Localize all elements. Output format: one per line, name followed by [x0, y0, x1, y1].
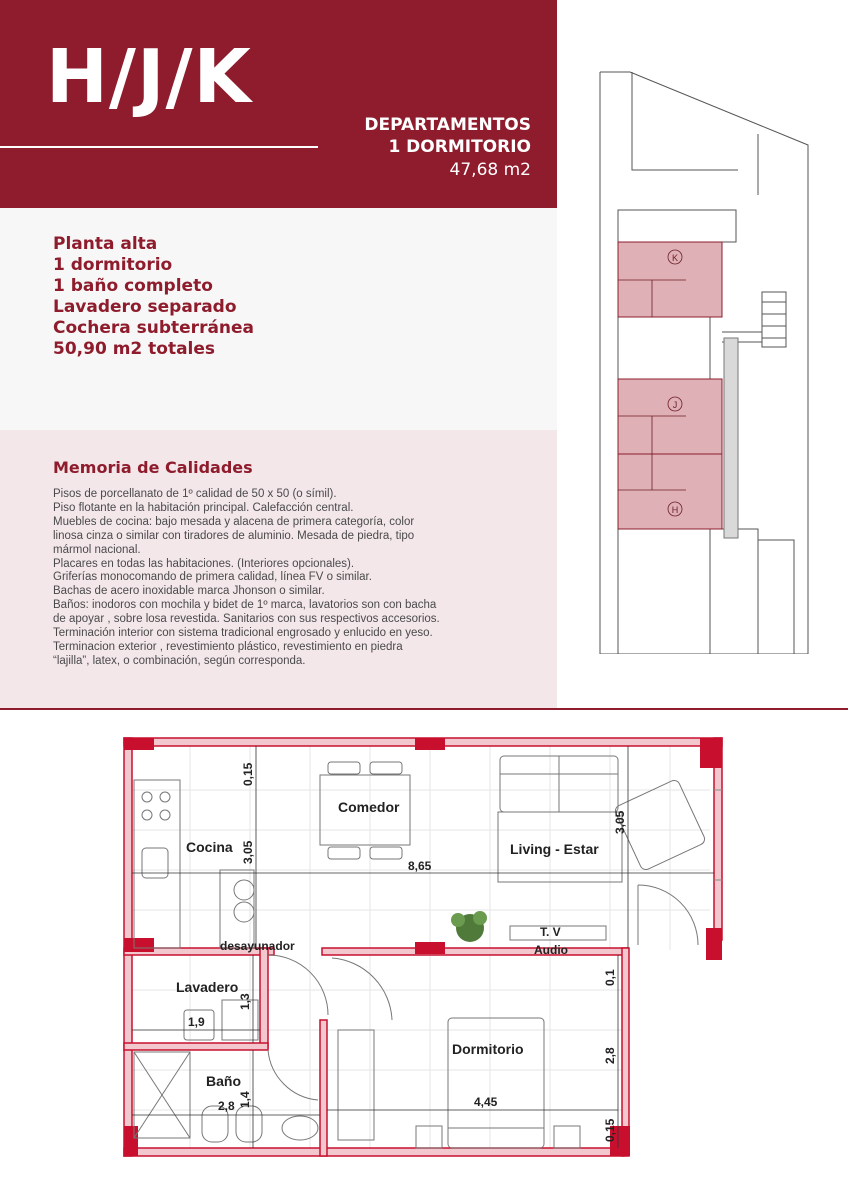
columns [124, 738, 722, 1156]
bidet [236, 1106, 262, 1142]
quality-line: Muebles de cocina: bajo mesada y alacena de primera categoría, color [53, 515, 415, 528]
quality-line: mármol nacional. [53, 543, 141, 556]
room-label-desayunador: desayunador [220, 939, 295, 953]
unit-code: H/J/K [46, 34, 252, 120]
kitchen-sink [142, 848, 168, 878]
site-boundary [600, 72, 808, 654]
wall-laundry-right [260, 948, 268, 1048]
quality-line: Bachas de acero inoxidable marca Jhonson o similar. [53, 585, 325, 598]
kitchen-counter [134, 780, 180, 948]
room-label-audio: Audio [534, 943, 568, 957]
nightstand [416, 1126, 442, 1148]
unit-area: 47,68 m2 [449, 160, 531, 180]
quality-line: de apoyar , sobre losa revestida. Sanitarios con sus respectivos accesorios. [53, 613, 440, 626]
feature-item: Cochera subterránea [53, 318, 255, 338]
site-room [710, 529, 758, 654]
wall-bath-top [124, 1043, 268, 1050]
feature-item: 50,90 m2 totales [53, 339, 216, 359]
unit-type-line-2: 1 DORMITORIO [388, 137, 531, 157]
dining-chair [328, 762, 360, 774]
bar-stool [234, 880, 254, 900]
site-plan-drawing [598, 70, 810, 654]
room-label-living: Living - Estar [510, 841, 599, 857]
unit-j-highlight [618, 379, 722, 454]
room-label-cocina: Cocina [186, 839, 233, 855]
stove-burner [142, 792, 152, 802]
feature-item: 1 dormitorio [53, 255, 173, 275]
room-label-comedor: Comedor [338, 799, 400, 815]
site-line [632, 72, 738, 170]
wall-bedroom-right [622, 948, 629, 1156]
stove-burner [160, 792, 170, 802]
site-plan [598, 70, 810, 654]
quality-line: Pisos de porcellanato de 1º calidad de 50 x 50 (o símil). [53, 488, 337, 500]
quality-panel [0, 430, 557, 708]
quality-line: “lajilla”, latex, o combinación, según corresponda. [53, 654, 306, 667]
dimension-label: 3,05 [613, 810, 627, 834]
dimension-label: 0,15 [241, 762, 255, 786]
dimension-label: 0,1 [603, 969, 617, 986]
plant-icon [451, 911, 487, 942]
room-label-bano: Baño [206, 1073, 241, 1089]
wardrobe [338, 1030, 374, 1140]
quality-line: Griferías monocomando de primera calidad, línea FV o similar. [53, 571, 372, 584]
quality-line: Piso flotante en la habitación principal. Calefacción central. [53, 501, 354, 514]
site-room [618, 317, 710, 379]
stove-burner [142, 810, 152, 820]
armchair [613, 778, 706, 871]
unit-k-label: K [671, 253, 679, 263]
dimension-label: 8,65 [408, 859, 432, 873]
site-room [758, 540, 794, 654]
header-block [0, 0, 557, 208]
unit-k-highlight [618, 242, 722, 317]
wall-bedroom-top [322, 948, 628, 955]
dimension-label: 1,4 [238, 1091, 252, 1108]
features-list [53, 234, 254, 360]
feature-item: 1 baño completo [53, 276, 213, 296]
quality-line: linosa cinza o similar con tiradores de aluminio. Mesada de piedra, tipo [53, 529, 415, 542]
quality-line: Baños: inodoros con mochila y bidet de 1º marca, lavatorios son con bacha [53, 599, 437, 612]
room-label-dormitorio: Dormitorio [452, 1041, 524, 1057]
corridor [724, 338, 738, 538]
site-room [618, 210, 736, 242]
quality-title: Memoria de Calidades [53, 458, 253, 477]
dimension-label: 3,05 [241, 840, 255, 864]
nightstand [554, 1126, 580, 1148]
unit-h-highlight [618, 454, 722, 529]
room-label-tv: T. V [540, 925, 561, 939]
dimension-label: 0,15 [603, 1118, 617, 1142]
quality-line: Terminacion exterior , revestimiento plástico, revestimiento en piedra [53, 640, 403, 653]
header-rule [0, 146, 318, 148]
room-label-lavadero: Lavadero [176, 979, 239, 995]
feature-item: Lavadero separado [53, 297, 237, 317]
features-panel [0, 208, 557, 430]
dimension-label: 1,9 [188, 1015, 205, 1029]
dimension-label: 2,8 [603, 1047, 617, 1064]
floor-plan-drawing [110, 730, 740, 1170]
dimension-label: 4,45 [474, 1095, 498, 1109]
wall-right-upper [714, 738, 722, 940]
laundry-door-swing [268, 955, 328, 1015]
unit-j-label: J [672, 400, 678, 410]
stove-burner [160, 810, 170, 820]
site-room [618, 529, 710, 654]
unit-type-line-1: DEPARTAMENTOS [364, 115, 531, 135]
bar-stool [234, 902, 254, 922]
unit-h-label: H [671, 505, 679, 515]
dining-chair [370, 762, 402, 774]
quality-line: Placares en todas las habitaciones. (Interiores opcionales). [53, 557, 355, 570]
wall-bath-right [320, 1020, 327, 1156]
bedroom-door-swing [332, 958, 392, 1020]
entry-door-swing [638, 885, 698, 945]
dimension-label: 2,8 [218, 1099, 235, 1113]
dimension-label: 1,3 [238, 993, 252, 1010]
quality-line: Terminación interior con sistema tradicional engrosado y enlucido en yeso. [53, 627, 433, 640]
dining-chair [328, 847, 360, 859]
quality-text [53, 488, 533, 669]
dining-chair [370, 847, 402, 859]
vanity-basin [282, 1116, 318, 1140]
wall-bottom [124, 1148, 624, 1156]
stair-core [762, 292, 786, 347]
section-divider [0, 708, 848, 710]
feature-item: Planta alta [53, 234, 158, 254]
unit-floor-plan [110, 730, 740, 1170]
